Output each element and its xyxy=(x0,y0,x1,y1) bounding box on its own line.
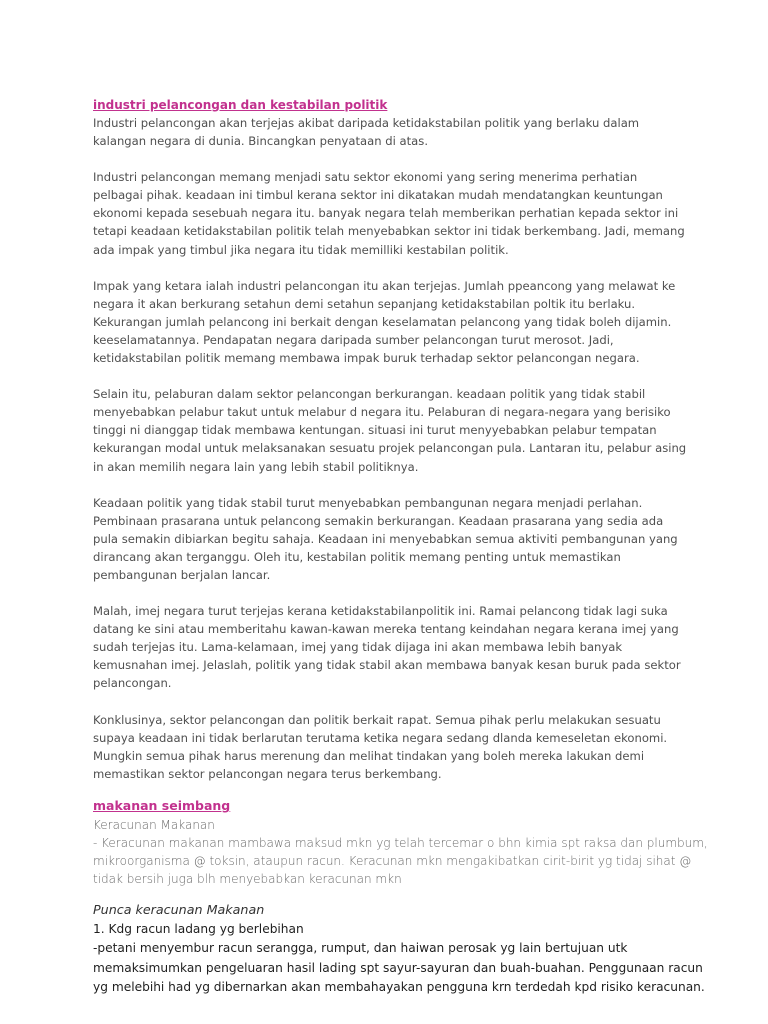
text-line: ada impak yang timbul jika negara itu tidak memilliki kestabilan politik. xyxy=(93,242,509,257)
causes-text xyxy=(93,920,705,998)
essay-title-link[interactable]: industri pelancongan dan kestabilan politik xyxy=(93,98,388,112)
food-poisoning-text xyxy=(93,816,708,888)
text-line: mikroorganisma @ toksin, ataupun racun. Keracunan mkn mengakibatkan cirit-birit yg tidaj sihat @ xyxy=(93,854,692,868)
paragraph-impact xyxy=(93,277,693,367)
text-line: tinggi ni dianggap tidak membawa kentungan. situasi ini turut menyyebabkan pelabur tempatan xyxy=(93,423,657,438)
text-line: ketidakstabilan politik memang membawa impak buruk terhadap sektor pelancongan negara. xyxy=(93,351,640,366)
text-line: - Keracunan makanan mambawa maksud mkn yg telah tercemar o bhn kimia spt raksa dan plumbum, xyxy=(93,836,708,850)
text-line: kemusnahan imej. Jelaslah, politik yang tidak stabil akan membawa banyak kesan buruk pada sektor xyxy=(93,658,681,673)
text-line: Selain itu, pelaburan dalam sektor pelancongan berkurangan. keadaan politik yang tidak stabil xyxy=(93,387,646,402)
text-line: pelancongan. xyxy=(93,676,172,691)
text-line: tetapi keadaan ketidakstabilan politik telah menyebabkan sektor ini tidak berkembang. Jadi, memang xyxy=(93,224,685,239)
text-line: pembangunan berjalan lancar. xyxy=(93,567,271,582)
paragraph-development xyxy=(93,494,693,584)
text-line: sudah terjejas itu. Lama-kelamaan, imej yang tidak dijaga ini akan membawa lebih banyak xyxy=(93,640,623,655)
text-line: dirancang akan terganggu. Oleh itu, kestabilan politik memang penting untuk memastikan xyxy=(93,549,621,564)
paragraph-conclusion xyxy=(93,711,693,783)
text-line: negara it akan berkurang setahun demi setahun sepanjang ketidakstabilan poltik itu berlaku. xyxy=(93,296,636,311)
text-line: Konklusinya, sektor pelancongan dan politik berkait rapat. Semua pihak perlu melakukan sesuatu xyxy=(93,712,661,727)
text-line: yg melebihi had yg dibernarkan akan membahayakan pengguna krn terdedah kpd risiko keracunan. xyxy=(93,980,705,995)
food-section xyxy=(93,796,708,888)
text-line: Industri pelancongan akan terjejas akibat daripada ketidakstabilan politik yang berlaku dalam xyxy=(93,116,640,130)
text-line: -petani menyembur racun serangga, rumput, dan haiwan perosak yg lain bertujuan utk xyxy=(93,941,628,956)
text-line: memaksimumkan pengeluaran hasil lading spt sayur-sayuran dan buah-buahan. Penggunaan racun xyxy=(93,960,703,975)
text-line: Pembinaan prasarana untuk pelancong semakin berkurangan. Keadaan prasarana yang sedia ada xyxy=(93,513,664,528)
text-line: in akan memilih negara lain yang lebih stabil politiknya. xyxy=(93,459,419,474)
paragraph-introduction xyxy=(93,168,693,258)
text-line: Mungkin semua pihak harus merenung dan melihat tindakan yang boleh mereka lakukan demi xyxy=(93,748,645,763)
text-line: Impak yang ketara ialah industri pelancongan itu akan terjejas. Jumlah ppeancong yang melawat ke xyxy=(93,278,676,293)
text-line: 1. Kdg racun ladang yg berlebihan xyxy=(93,922,304,936)
paragraph-investment xyxy=(93,385,693,475)
text-line: Malah, imej negara turut terjejas kerana ketidakstabilanpolitik ini. Ramai pelancong tidak lagi suka xyxy=(93,604,668,619)
text-line: keeselamatannya. Pendapatan negara daripada sumber pelancongan turut merosot. Jadi, xyxy=(93,332,614,347)
essay-section xyxy=(93,96,693,783)
text-line: supaya keadaan ini tidak berlarutan terutama ketika negara sedang dlanda kemeseletan ekonomi. xyxy=(93,730,668,745)
text-line: memastikan sektor pelancongan negara terus berkembang. xyxy=(93,766,442,781)
text-line: pelbagai pihak. keadaan ini timbul kerana sektor ini dikatakan mudah mendatangkan keuntungan xyxy=(93,188,663,203)
text-line: pula semakin dibiarkan begitu sahaja. Keadaan ini menyebabkan semua aktiviti pembangunan yang xyxy=(93,531,678,546)
causes-heading: Punca keracunan Makanan xyxy=(93,902,265,917)
text-line: kekurangan modal untuk melaksanakan sesuatu projek pelancongan pula. Lantaran itu, pelabur asing xyxy=(93,441,687,456)
text-line: kalangan negara di dunia. Bincangkan penyataan di atas. xyxy=(93,134,429,149)
text-line: Keadaan politik yang tidak stabil turut menyebabkan pembangunan negara menjadi perlahan. xyxy=(93,495,643,510)
paragraph-question xyxy=(93,114,693,150)
text-line: Industri pelancongan memang menjadi satu sektor ekonomi yang sering menerima perhatian xyxy=(93,170,638,185)
text-line: ekonomi kepada sesebuah negara itu. banyak negara telah memberikan perhatian kepada sektor ini xyxy=(93,206,679,221)
causes-section xyxy=(93,900,705,998)
subheading: Keracunan Makanan xyxy=(93,818,215,832)
text-line: menyebabkan pelabur takut untuk melabur d negara itu. Pelaburan di negara-negara yang berisiko xyxy=(93,405,671,420)
paragraph-image xyxy=(93,602,693,692)
text-line: tidak bersih juga blh menyebabkan keracunan mkn xyxy=(93,872,402,886)
text-line: datang ke sini atau memberitahu kawan-kawan mereka tentang keindahan negara kerana imej yang xyxy=(93,622,679,637)
food-title-link[interactable]: makanan seimbang xyxy=(93,798,231,813)
text-line: Kekurangan jumlah pelancong ini berkait dengan keselamatan pelancong yang tidak boleh dijamin. xyxy=(93,314,672,329)
